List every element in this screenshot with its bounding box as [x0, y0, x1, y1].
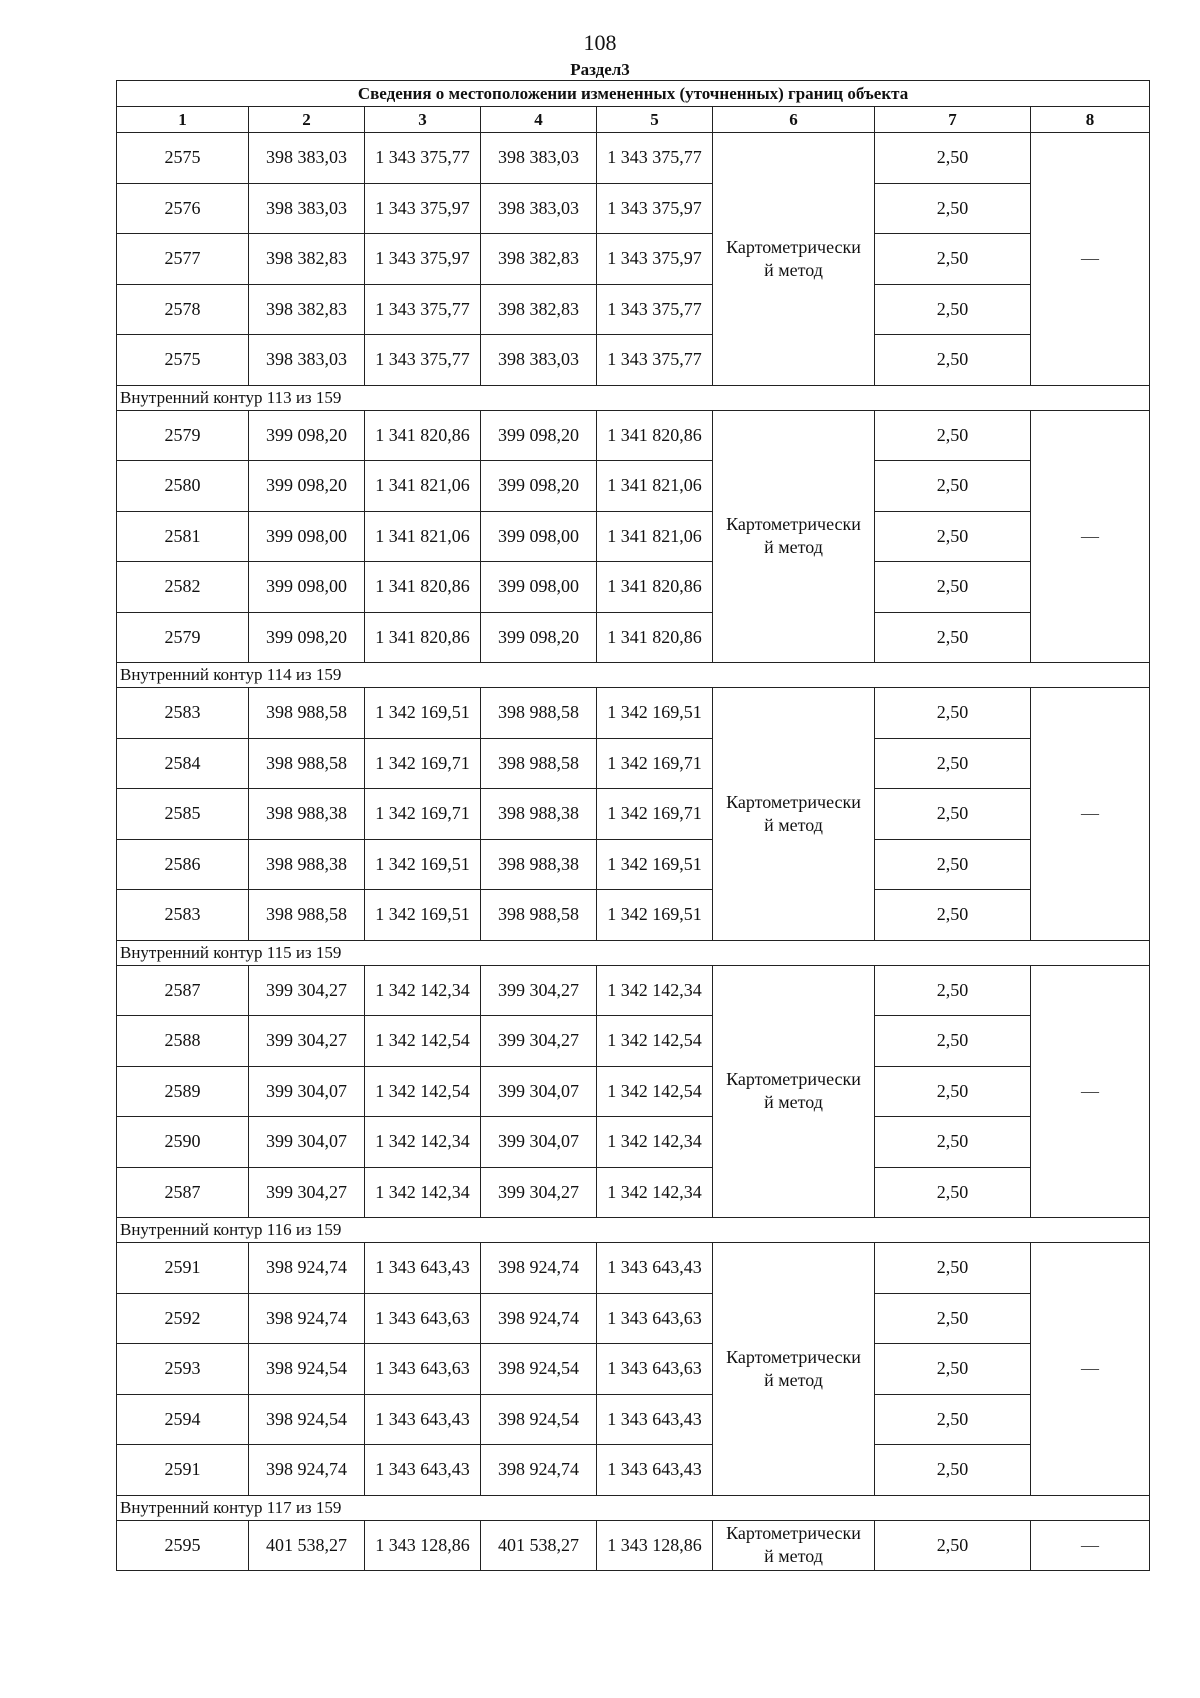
y-coordinate-cell: 1 342 142,34 [365, 1167, 481, 1218]
x-coordinate-cell: 399 098,00 [249, 562, 365, 613]
point-number-cell: 2586 [117, 839, 249, 890]
note-cell: — [1031, 1243, 1150, 1496]
x-new-coordinate-cell: 399 098,20 [481, 410, 597, 461]
y-coordinate-cell: 1 342 169,51 [365, 839, 481, 890]
y-new-coordinate-cell: 1 343 375,97 [597, 234, 713, 285]
table-row [117, 612, 1150, 663]
y-coordinate-cell: 1 341 820,86 [365, 612, 481, 663]
accuracy-cell: 2,50 [875, 1066, 1031, 1117]
x-coordinate-cell: 399 304,07 [249, 1117, 365, 1168]
method-cell [713, 410, 875, 663]
column-header: 2 [249, 107, 365, 133]
y-new-coordinate-cell: 1 343 375,77 [597, 133, 713, 184]
y-coordinate-cell: 1 342 142,54 [365, 1066, 481, 1117]
x-coordinate-cell: 398 382,83 [249, 284, 365, 335]
y-new-coordinate-cell: 1 343 375,77 [597, 335, 713, 386]
y-new-coordinate-cell: 1 343 643,63 [597, 1293, 713, 1344]
y-new-coordinate-cell: 1 342 169,51 [597, 890, 713, 941]
x-coordinate-cell: 398 382,83 [249, 234, 365, 285]
point-number-cell: 2578 [117, 284, 249, 335]
x-new-coordinate-cell: 398 988,58 [481, 890, 597, 941]
point-number-cell: 2593 [117, 1344, 249, 1395]
y-new-coordinate-cell: 1 342 142,34 [597, 965, 713, 1016]
y-coordinate-cell: 1 343 643,43 [365, 1243, 481, 1294]
y-coordinate-cell: 1 343 375,97 [365, 234, 481, 285]
table-row [117, 335, 1150, 386]
accuracy-cell: 2,50 [875, 1167, 1031, 1218]
table-title: Сведения о местоположении измененных (уточненных) границ объекта [117, 81, 1150, 107]
point-number-cell: 2587 [117, 1167, 249, 1218]
accuracy-cell: 2,50 [875, 1293, 1031, 1344]
table-row [117, 511, 1150, 562]
x-new-coordinate-cell: 398 924,74 [481, 1243, 597, 1294]
contour-label: Внутренний контур 115 из 159 [117, 940, 1150, 965]
point-number-cell: 2595 [117, 1520, 249, 1571]
point-number-cell: 2589 [117, 1066, 249, 1117]
y-coordinate-cell: 1 343 643,63 [365, 1293, 481, 1344]
x-new-coordinate-cell: 399 304,27 [481, 1016, 597, 1067]
table-row [117, 234, 1150, 285]
x-coordinate-cell: 398 383,03 [249, 335, 365, 386]
accuracy-cell: 2,50 [875, 1445, 1031, 1496]
y-new-coordinate-cell: 1 343 643,43 [597, 1445, 713, 1496]
table-row [117, 1117, 1150, 1168]
accuracy-cell: 2,50 [875, 1394, 1031, 1445]
point-number-cell: 2575 [117, 133, 249, 184]
table-row [117, 1243, 1150, 1294]
y-coordinate-cell: 1 343 643,43 [365, 1445, 481, 1496]
y-new-coordinate-cell: 1 343 375,97 [597, 183, 713, 234]
x-coordinate-cell: 399 098,20 [249, 612, 365, 663]
y-coordinate-cell: 1 341 820,86 [365, 410, 481, 461]
x-new-coordinate-cell: 398 383,03 [481, 183, 597, 234]
x-coordinate-cell: 398 924,74 [249, 1293, 365, 1344]
table-row [117, 789, 1150, 840]
x-coordinate-cell: 398 988,38 [249, 789, 365, 840]
column-header: 4 [481, 107, 597, 133]
contour-label: Внутренний контур 117 из 159 [117, 1495, 1150, 1520]
y-coordinate-cell: 1 342 169,71 [365, 789, 481, 840]
x-new-coordinate-cell: 399 098,00 [481, 562, 597, 613]
x-new-coordinate-cell: 399 304,07 [481, 1117, 597, 1168]
y-new-coordinate-cell: 1 343 643,63 [597, 1344, 713, 1395]
x-coordinate-cell: 398 988,58 [249, 890, 365, 941]
column-header: 8 [1031, 107, 1150, 133]
accuracy-cell: 2,50 [875, 1344, 1031, 1395]
accuracy-cell: 2,50 [875, 234, 1031, 285]
y-new-coordinate-cell: 1 342 169,51 [597, 839, 713, 890]
point-number-cell: 2581 [117, 511, 249, 562]
note-cell: — [1031, 688, 1150, 941]
point-number-cell: 2584 [117, 738, 249, 789]
method-line: Картометрически [726, 1523, 861, 1544]
y-coordinate-cell: 1 341 821,06 [365, 461, 481, 512]
y-coordinate-cell: 1 342 169,51 [365, 688, 481, 739]
note-cell: — [1031, 410, 1150, 663]
x-new-coordinate-cell: 398 382,83 [481, 234, 597, 285]
table-row [117, 965, 1150, 1016]
method-line: Картометрически [726, 236, 861, 257]
point-number-cell: 2585 [117, 789, 249, 840]
x-coordinate-cell: 399 098,20 [249, 410, 365, 461]
table-row [117, 1394, 1150, 1445]
x-new-coordinate-cell: 401 538,27 [481, 1520, 597, 1571]
x-coordinate-cell: 401 538,27 [249, 1520, 365, 1571]
column-header: 7 [875, 107, 1031, 133]
point-number-cell: 2577 [117, 234, 249, 285]
accuracy-cell: 2,50 [875, 890, 1031, 941]
contour-label: Внутренний контур 113 из 159 [117, 385, 1150, 410]
table-row [117, 738, 1150, 789]
x-coordinate-cell: 398 988,58 [249, 688, 365, 739]
point-number-cell: 2582 [117, 562, 249, 613]
y-coordinate-cell: 1 343 375,77 [365, 284, 481, 335]
accuracy-cell: 2,50 [875, 688, 1031, 739]
accuracy-cell: 2,50 [875, 1016, 1031, 1067]
table-row [117, 1445, 1150, 1496]
accuracy-cell: 2,50 [875, 1243, 1031, 1294]
x-coordinate-cell: 399 098,20 [249, 461, 365, 512]
coordinates-table [116, 80, 1150, 1571]
point-number-cell: 2592 [117, 1293, 249, 1344]
x-new-coordinate-cell: 399 304,07 [481, 1066, 597, 1117]
table-row [117, 1066, 1150, 1117]
x-coordinate-cell: 399 304,27 [249, 965, 365, 1016]
table-row [117, 1293, 1150, 1344]
y-coordinate-cell: 1 341 820,86 [365, 562, 481, 613]
y-new-coordinate-cell: 1 343 375,77 [597, 284, 713, 335]
y-coordinate-cell: 1 343 375,77 [365, 133, 481, 184]
point-number-cell: 2575 [117, 335, 249, 386]
x-new-coordinate-cell: 399 304,27 [481, 1167, 597, 1218]
contour-label: Внутренний контур 114 из 159 [117, 663, 1150, 688]
method-line: й метод [764, 259, 823, 280]
table-row [117, 1520, 1150, 1571]
method-line: й метод [764, 1546, 823, 1567]
y-coordinate-cell: 1 343 643,63 [365, 1344, 481, 1395]
method-line: Картометрически [726, 1346, 861, 1367]
y-new-coordinate-cell: 1 342 142,54 [597, 1016, 713, 1067]
x-new-coordinate-cell: 398 382,83 [481, 284, 597, 335]
table-row [117, 839, 1150, 890]
point-number-cell: 2590 [117, 1117, 249, 1168]
accuracy-cell: 2,50 [875, 183, 1031, 234]
method-line: й метод [764, 1092, 823, 1113]
y-new-coordinate-cell: 1 342 142,34 [597, 1167, 713, 1218]
x-new-coordinate-cell: 398 988,38 [481, 789, 597, 840]
y-coordinate-cell: 1 343 128,86 [365, 1520, 481, 1571]
y-new-coordinate-cell: 1 343 643,43 [597, 1243, 713, 1294]
method-line: й метод [764, 537, 823, 558]
y-new-coordinate-cell: 1 342 169,51 [597, 688, 713, 739]
point-number-cell: 2583 [117, 890, 249, 941]
x-coordinate-cell: 398 383,03 [249, 183, 365, 234]
table-row [117, 1016, 1150, 1067]
point-number-cell: 2594 [117, 1394, 249, 1445]
method-line: Картометрически [726, 791, 861, 812]
method-cell [713, 965, 875, 1218]
y-new-coordinate-cell: 1 341 820,86 [597, 612, 713, 663]
point-number-cell: 2579 [117, 410, 249, 461]
column-header: 3 [365, 107, 481, 133]
method-cell [713, 1243, 875, 1496]
y-new-coordinate-cell: 1 343 128,86 [597, 1520, 713, 1571]
column-header: 5 [597, 107, 713, 133]
x-new-coordinate-cell: 398 924,74 [481, 1293, 597, 1344]
y-coordinate-cell: 1 342 169,71 [365, 738, 481, 789]
accuracy-cell: 2,50 [875, 461, 1031, 512]
point-number-cell: 2583 [117, 688, 249, 739]
table-row [117, 688, 1150, 739]
x-new-coordinate-cell: 398 924,54 [481, 1344, 597, 1395]
accuracy-cell: 2,50 [875, 511, 1031, 562]
accuracy-cell: 2,50 [875, 965, 1031, 1016]
y-new-coordinate-cell: 1 342 142,34 [597, 1117, 713, 1168]
x-coordinate-cell: 398 988,58 [249, 738, 365, 789]
method-cell [713, 1520, 875, 1571]
y-new-coordinate-cell: 1 341 820,86 [597, 410, 713, 461]
table-row [117, 133, 1150, 184]
x-coordinate-cell: 398 924,54 [249, 1344, 365, 1395]
y-new-coordinate-cell: 1 341 820,86 [597, 562, 713, 613]
method-line: й метод [764, 814, 823, 835]
page-number: 108 [583, 30, 617, 55]
y-new-coordinate-cell: 1 342 169,71 [597, 789, 713, 840]
x-new-coordinate-cell: 398 988,58 [481, 738, 597, 789]
x-new-coordinate-cell: 398 383,03 [481, 133, 597, 184]
point-number-cell: 2576 [117, 183, 249, 234]
accuracy-cell: 2,50 [875, 410, 1031, 461]
x-coordinate-cell: 399 304,27 [249, 1016, 365, 1067]
table-row [117, 410, 1150, 461]
y-new-coordinate-cell: 1 343 643,43 [597, 1394, 713, 1445]
y-new-coordinate-cell: 1 342 142,54 [597, 1066, 713, 1117]
point-number-cell: 2591 [117, 1445, 249, 1496]
column-header: 1 [117, 107, 249, 133]
x-coordinate-cell: 398 924,74 [249, 1243, 365, 1294]
accuracy-cell: 2,50 [875, 1117, 1031, 1168]
y-coordinate-cell: 1 342 169,51 [365, 890, 481, 941]
x-new-coordinate-cell: 398 988,38 [481, 839, 597, 890]
accuracy-cell: 2,50 [875, 562, 1031, 613]
accuracy-cell: 2,50 [875, 789, 1031, 840]
accuracy-cell: 2,50 [875, 335, 1031, 386]
x-coordinate-cell: 398 383,03 [249, 133, 365, 184]
note-cell: — [1031, 1520, 1150, 1571]
x-coordinate-cell: 398 924,54 [249, 1394, 365, 1445]
contour-label: Внутренний контур 116 из 159 [117, 1218, 1150, 1243]
accuracy-cell: 2,50 [875, 284, 1031, 335]
x-new-coordinate-cell: 398 924,54 [481, 1394, 597, 1445]
y-coordinate-cell: 1 343 375,97 [365, 183, 481, 234]
method-line: Картометрически [726, 1069, 861, 1090]
table-row [117, 1344, 1150, 1395]
note-cell: — [1031, 133, 1150, 386]
accuracy-cell: 2,50 [875, 1520, 1031, 1571]
method-line: Картометрически [726, 514, 861, 535]
accuracy-cell: 2,50 [875, 839, 1031, 890]
x-coordinate-cell: 399 304,07 [249, 1066, 365, 1117]
x-coordinate-cell: 399 098,00 [249, 511, 365, 562]
table-row [117, 183, 1150, 234]
table-row [117, 461, 1150, 512]
section-title: Раздел3 [570, 60, 630, 79]
x-coordinate-cell: 399 304,27 [249, 1167, 365, 1218]
accuracy-cell: 2,50 [875, 612, 1031, 663]
point-number-cell: 2588 [117, 1016, 249, 1067]
y-new-coordinate-cell: 1 341 821,06 [597, 461, 713, 512]
y-coordinate-cell: 1 343 643,43 [365, 1394, 481, 1445]
x-coordinate-cell: 398 988,38 [249, 839, 365, 890]
accuracy-cell: 2,50 [875, 133, 1031, 184]
x-new-coordinate-cell: 398 924,74 [481, 1445, 597, 1496]
column-header: 6 [713, 107, 875, 133]
table-row [117, 284, 1150, 335]
y-new-coordinate-cell: 1 341 821,06 [597, 511, 713, 562]
x-new-coordinate-cell: 399 098,20 [481, 612, 597, 663]
y-coordinate-cell: 1 343 375,77 [365, 335, 481, 386]
column-header-row [117, 107, 1150, 133]
accuracy-cell: 2,50 [875, 738, 1031, 789]
y-coordinate-cell: 1 341 821,06 [365, 511, 481, 562]
y-coordinate-cell: 1 342 142,34 [365, 1117, 481, 1168]
x-new-coordinate-cell: 399 098,20 [481, 461, 597, 512]
point-number-cell: 2587 [117, 965, 249, 1016]
x-coordinate-cell: 398 924,74 [249, 1445, 365, 1496]
method-cell [713, 133, 875, 386]
y-coordinate-cell: 1 342 142,34 [365, 965, 481, 1016]
point-number-cell: 2591 [117, 1243, 249, 1294]
method-cell [713, 688, 875, 941]
table-row [117, 562, 1150, 613]
table-row [117, 1167, 1150, 1218]
x-new-coordinate-cell: 398 383,03 [481, 335, 597, 386]
point-number-cell: 2580 [117, 461, 249, 512]
x-new-coordinate-cell: 399 098,00 [481, 511, 597, 562]
y-coordinate-cell: 1 342 142,54 [365, 1016, 481, 1067]
method-line: й метод [764, 1369, 823, 1390]
y-new-coordinate-cell: 1 342 169,71 [597, 738, 713, 789]
point-number-cell: 2579 [117, 612, 249, 663]
table-row [117, 890, 1150, 941]
note-cell: — [1031, 965, 1150, 1218]
x-new-coordinate-cell: 399 304,27 [481, 965, 597, 1016]
x-new-coordinate-cell: 398 988,58 [481, 688, 597, 739]
